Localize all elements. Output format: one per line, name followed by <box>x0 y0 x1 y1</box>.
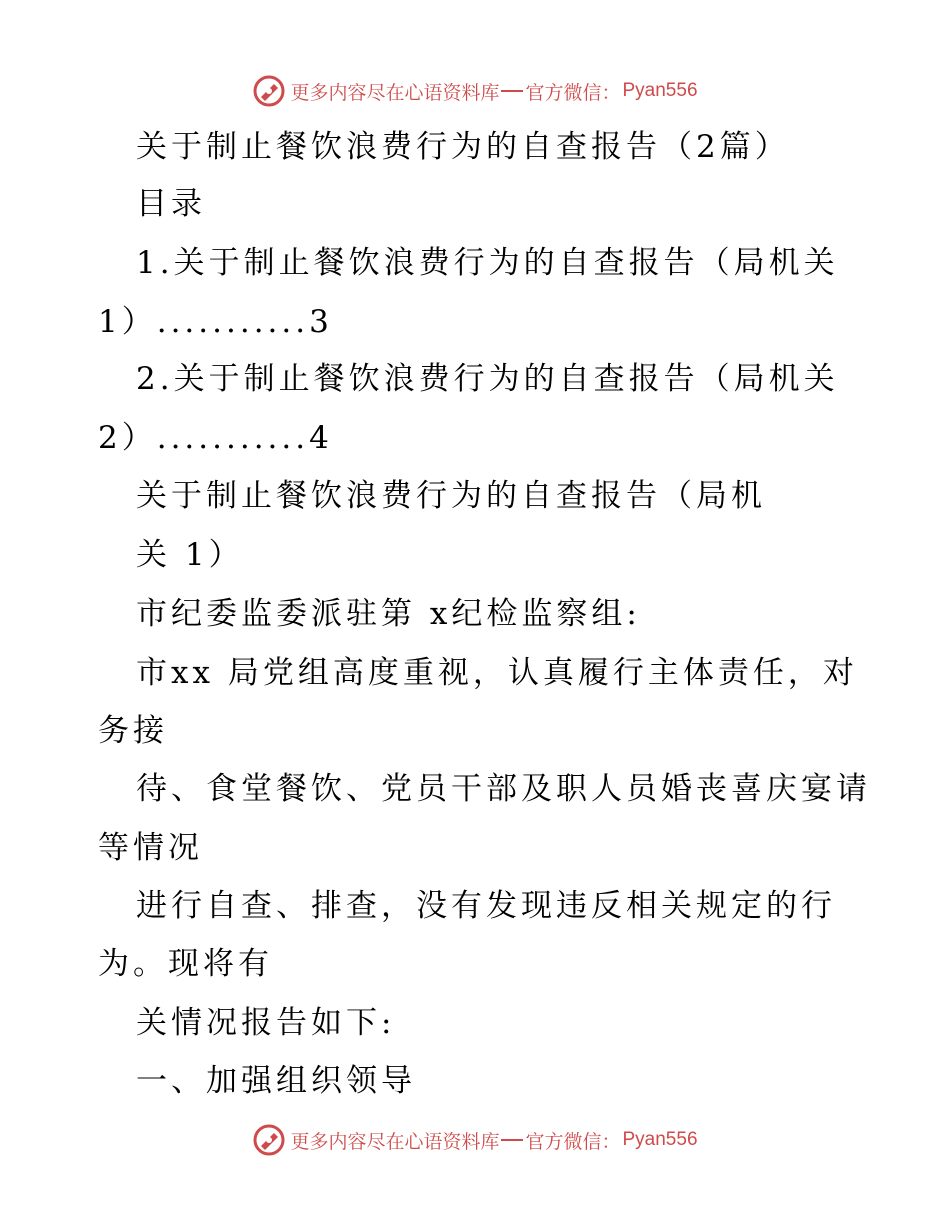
paragraph-line: 待、食堂餐饮、党员干部及职人员婚丧喜庆宴请 <box>136 771 871 807</box>
paragraph-line: 务接 <box>98 713 168 749</box>
section-title-line2: 关 1） <box>136 537 244 573</box>
watermark-contact-label: 官方微信： <box>525 81 621 104</box>
watermark-contact-id: Pyan556 <box>622 1129 698 1150</box>
toc-item-1-line2: 1）...........3 <box>98 304 333 340</box>
paragraph-line: 进行自查、排查，没有发现违反相关规定的行 <box>136 888 836 924</box>
section-heading: 一、加强组织领导 <box>136 1063 416 1099</box>
logo-icon <box>252 1123 286 1157</box>
document-title: 关于制止餐饮浪费行为的自查报告（2篇） <box>136 129 790 165</box>
paragraph-line: 为。现将有 <box>98 946 273 982</box>
watermark-text: 更多内容尽在心语资料库 <box>290 81 500 104</box>
paragraph-line: 关情况报告如下: <box>136 1005 396 1041</box>
paragraph-line: 等情况 <box>98 830 203 866</box>
section-title-line1: 关于制止餐饮浪费行为的自查报告（局机 <box>136 478 766 514</box>
watermark-contact-label: 官方微信： <box>525 1130 621 1153</box>
toc-heading: 目录 <box>136 186 206 222</box>
toc-item-2-line1: 2.关于制止餐饮浪费行为的自查报告（局机关 <box>136 361 839 397</box>
watermark-dash <box>501 1139 523 1141</box>
addressee: 市纪委监委派驻第 x纪检监察组: <box>136 596 641 632</box>
paragraph-line: 市xx 局党组高度重视，认真履行主体责任，对 <box>136 655 858 691</box>
toc-item-2-line2: 2）...........4 <box>98 420 333 456</box>
toc-item-1-line1: 1.关于制止餐饮浪费行为的自查报告（局机关 <box>136 245 839 281</box>
watermark-contact-id: Pyan556 <box>622 80 698 101</box>
watermark-text: 更多内容尽在心语资料库 <box>290 1130 500 1153</box>
footer-watermark <box>0 1120 950 1160</box>
